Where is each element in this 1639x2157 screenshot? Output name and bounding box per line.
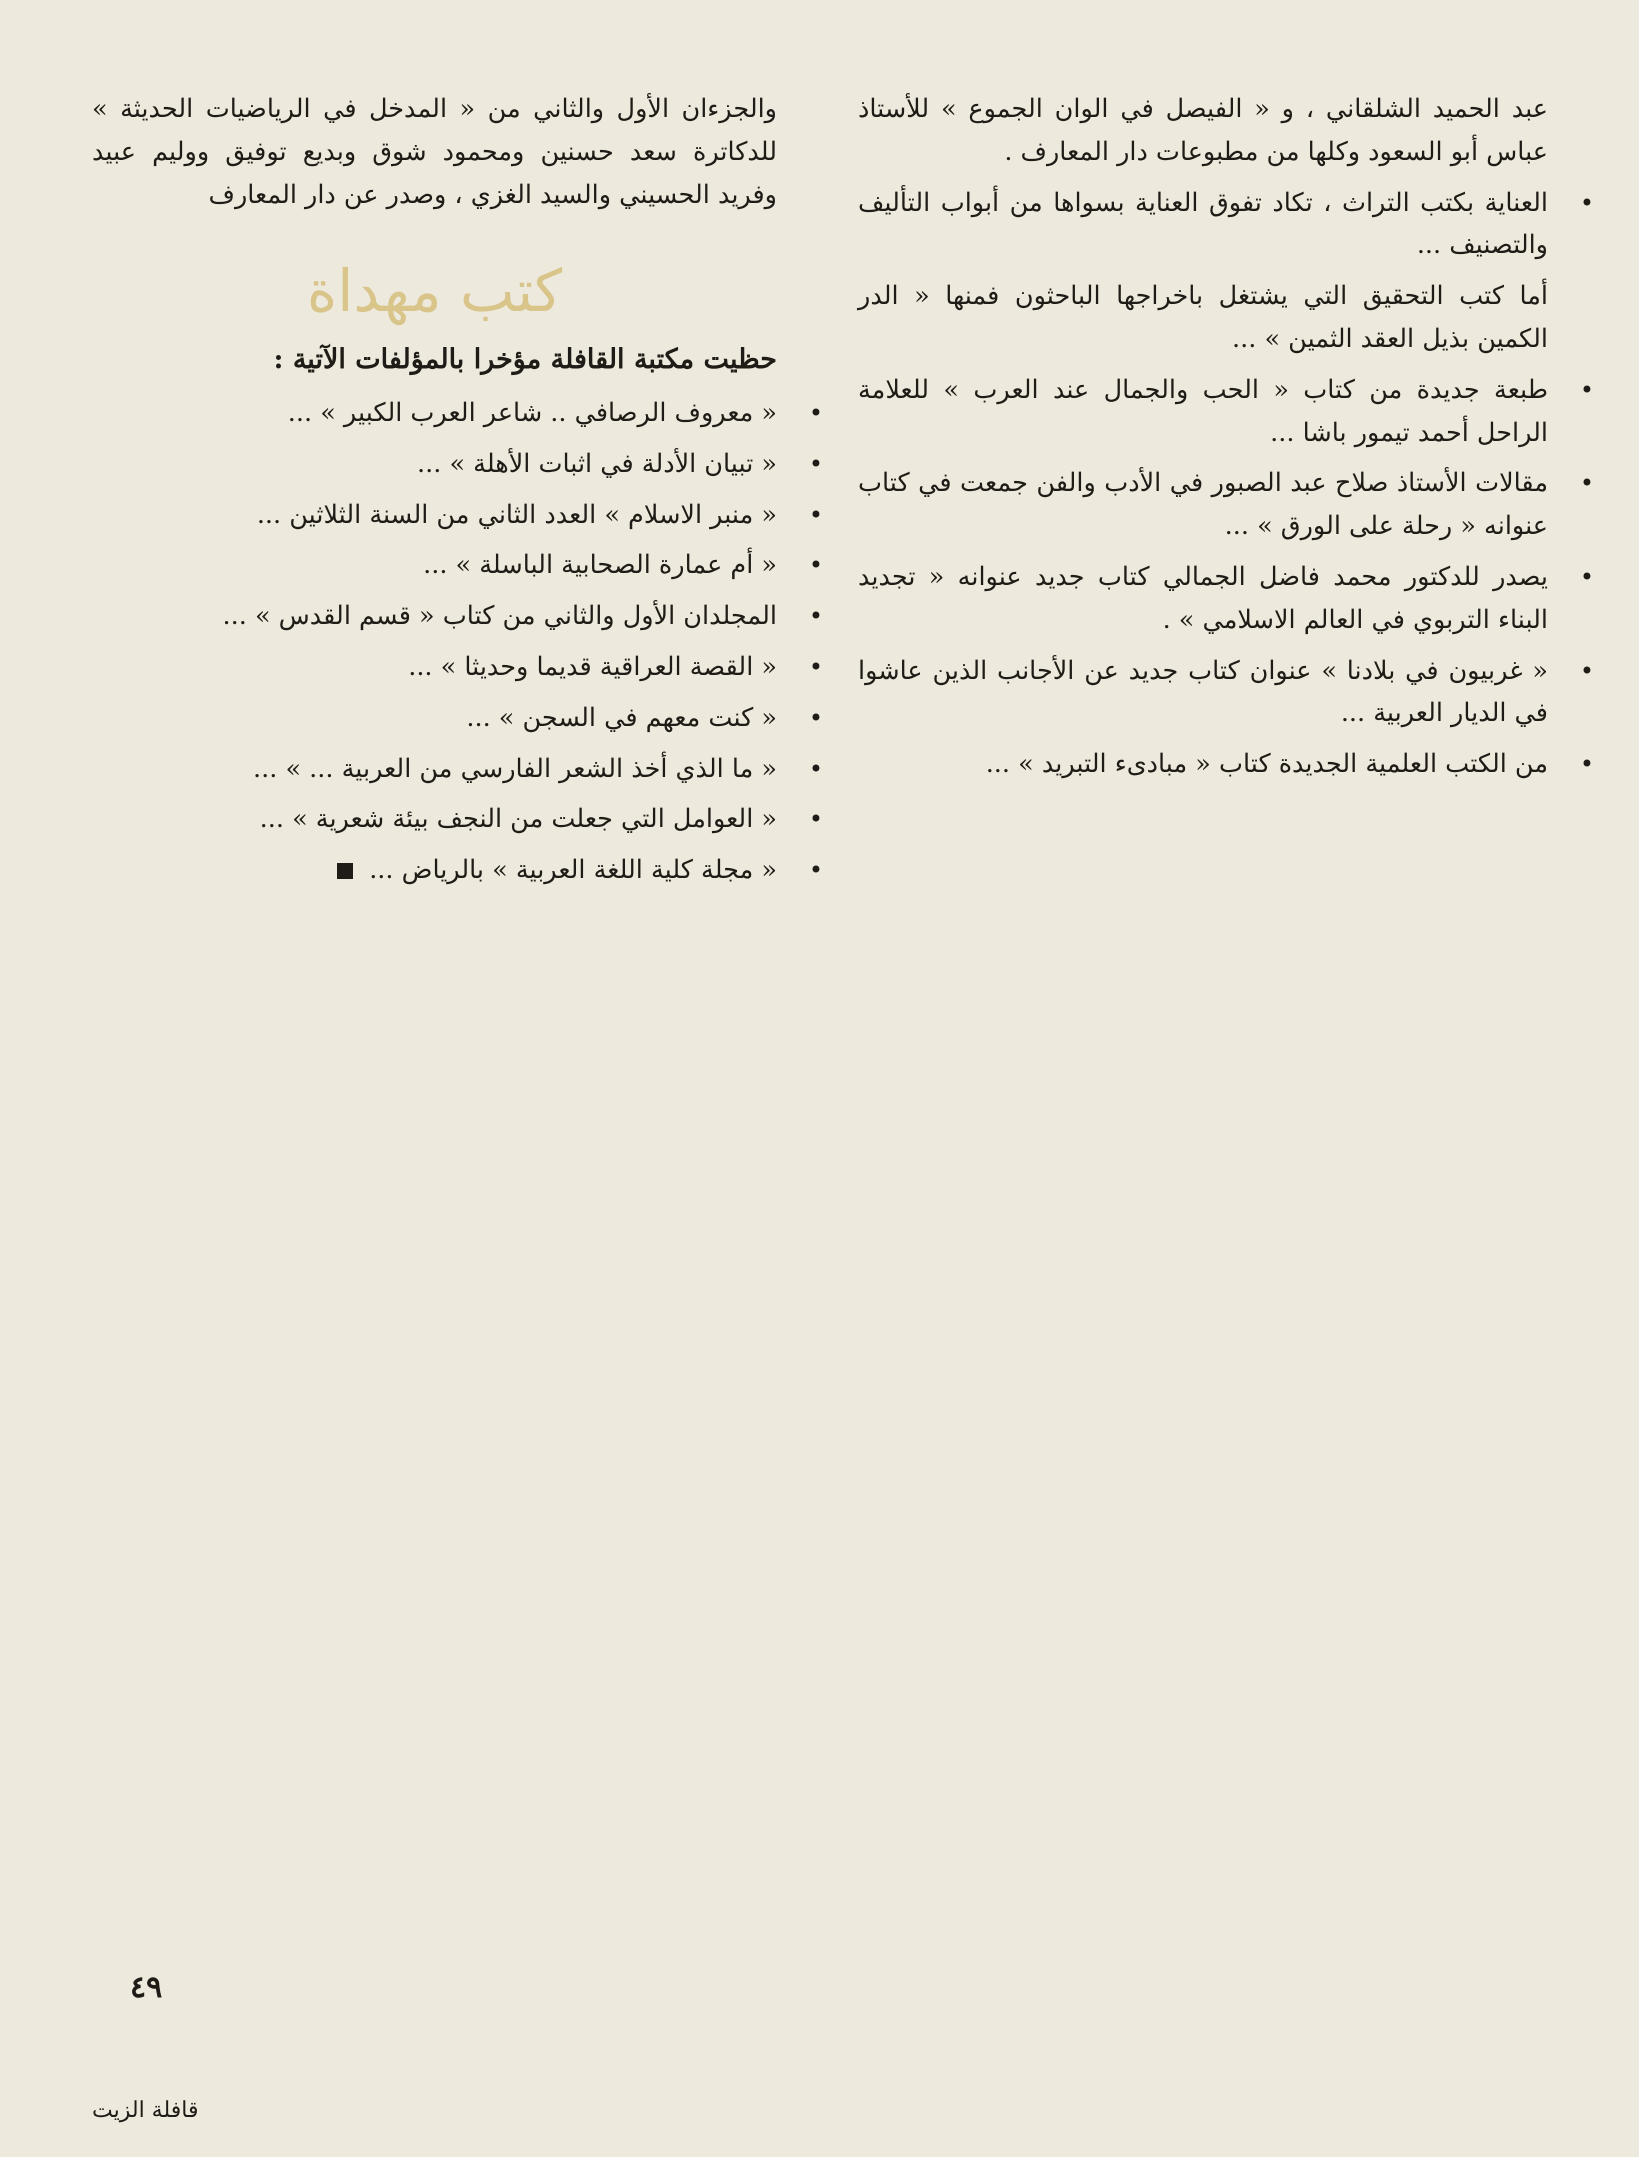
list-item: • « معروف الرصافي .. شاعر العرب الكبير » ... bbox=[92, 392, 777, 435]
list-item: • « منبر الاسلام » العدد الثاني من السنة الثلاثين ... bbox=[92, 494, 777, 537]
right-column bbox=[858, 88, 1548, 794]
paragraph: • طبعة جديدة من كتاب « الحب والجمال عند العرب » للعلامة الراحل أحمد تيمور باشا ... bbox=[858, 369, 1548, 455]
list-item: • « كنت معهم في السجن » ... bbox=[92, 697, 777, 740]
section-subtitle: حظيت مكتبة القافلة مؤخرا بالمؤلفات الآتية : bbox=[273, 344, 777, 376]
end-of-article-mark bbox=[337, 863, 353, 879]
list-item: • المجلدان الأول والثاني من كتاب « قسم القدس » ... bbox=[92, 595, 777, 638]
section-title: كتب مهداة bbox=[306, 257, 563, 326]
paragraph: أما كتب التحقيق التي يشتغل باخراجها الباحثون فمنها « الدر الكمين بذيل العقد الثمين » ... bbox=[858, 281, 1548, 354]
list-item bbox=[92, 849, 777, 892]
list-item: • « ما الذي أخذ الشعر الفارسي من العربية ... » ... bbox=[92, 748, 777, 791]
list-item-text: « مجلة كلية اللغة العربية » بالرياض ... bbox=[369, 855, 777, 886]
list-item: • « تبيان الأدلة في اثبات الأهلة » ... bbox=[92, 443, 777, 486]
paragraph: عبد الحميد الشلقاني ، و « الفيصل في الوان الجموع » للأستاذ عباس أبو السعود وكلها من مطبوعات دار المعارف . bbox=[858, 94, 1548, 167]
paragraph: • مقالات الأستاذ صلاح عبد الصبور في الأدب والفن جمعت في كتاب عنوانه « رحلة على الورق » ... bbox=[858, 462, 1548, 548]
running-footer: قافلة الزيت bbox=[92, 2098, 199, 2123]
paragraph: • العناية بكتب التراث ، تكاد تفوق العناية بسواها من أبواب التأليف والتصنيف ... bbox=[858, 182, 1548, 268]
left-column bbox=[92, 88, 777, 900]
paragraph: • يصدر للدكتور محمد فاضل الجمالي كتاب جديد عنوانه « تجديد البناء التربوي في العالم الاسلامي » . bbox=[858, 556, 1548, 642]
list-item: • « العوامل التي جعلت من النجف بيئة شعرية » ... bbox=[92, 798, 777, 841]
paragraph: • من الكتب العلمية الجديدة كتاب « مبادىء التبريد » ... bbox=[858, 743, 1548, 786]
list-item: • « القصة العراقية قديما وحديثا » ... bbox=[92, 646, 777, 689]
list-item: • « أم عمارة الصحابية الباسلة » ... bbox=[92, 544, 777, 587]
page-number: ٤٩ bbox=[130, 1970, 163, 2005]
paragraph: • « غربيون في بلادنا » عنوان كتاب جديد عن الأجانب الذين عاشوا في الديار العربية ... bbox=[858, 650, 1548, 736]
intro-paragraph: والجزءان الأول والثاني من « المدخل في الرياضيات الحديثة » للدكاترة سعد حسنين ومحمود شوق وبديع توفيق ووليم عبيد وفريد الحسيني والسيد الغزي ، وصدر عن دار المعارف bbox=[92, 94, 777, 210]
